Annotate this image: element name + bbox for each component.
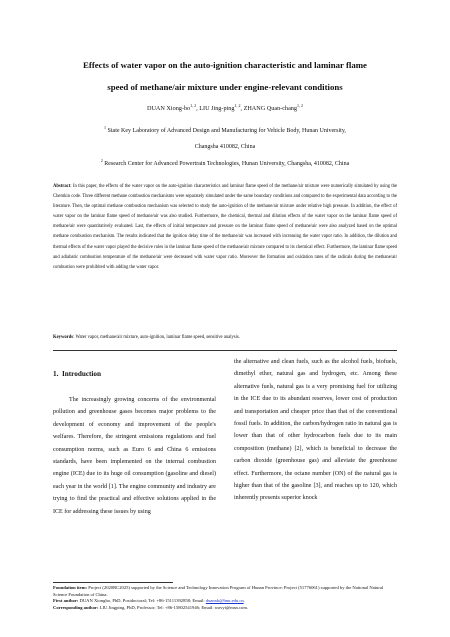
footnote-foundation xyxy=(53,585,397,598)
author-affil-sup: 1, 2 xyxy=(234,102,241,108)
author-affil-sup: 1, 2 xyxy=(190,102,197,108)
footnote-text: Project (2020RC2025) supported by the Science and Technology Innovation Program of Hunan Province; Project (51776061) supported by the National Natural Science Foundation of China. xyxy=(53,585,384,597)
email-link[interactable]: duanxb@hnu.edu.cn xyxy=(205,598,244,604)
affiliation-text: Research Center for Advanced Powertrain Technologies, Hunan University, Changsha, 410082, China xyxy=(104,161,350,167)
abstract-text: : In this paper, the effects of the water vapor on the auto-ignition characteristics and laminar flame speed of the methane/air mixture were numerically simulated by using the Chemkin code. Three different methane combustion mechanisms were separately simulated under the same boundary conditions and compared to the experimental data according to the literature. Then, the optimal methane combustion mechanism was selected to study the auto-ignition of the methane/air mixture under relative high pressure. In addition, the effect of water vapor on the laminar flame speed of methane/air was also studied. Furthermore, the chemical, thermal and dilution effects of the water vapor on the laminar flame speed of methane/air were quantitatively evaluated. Last, the effects of initial temperature and pressure on the laminar flame speed of methane/air were also analyzed based on the optimal methane combustion mechanism. The results indicated that the ignition delay time of the methane/air was increased with increasing the water vapor ratio. In addition, the dilution and thermal effects of the water vapor played the decisive roles in the laminar flame speed of the methane/air mixture compared to its chemical effect. Furthermore, the laminar flame speed and adiabatic combustion temperature of the methane/air were decreased with water vapor ratio. Moreover the formation and oxidation rates of the radicals during the methane/air combustion were prohibited with adding the water vapor. xyxy=(53,184,397,270)
author-name: LIU Jing-ping xyxy=(199,105,235,112)
paper-title-line1: Effects of water vapor on the auto-ignition characteristic and laminar flame xyxy=(83,60,367,70)
abstract-label: Abstract xyxy=(53,184,71,189)
affiliation-2 xyxy=(0,160,450,168)
affiliation-sup: 1 xyxy=(104,125,107,130)
affiliation-1 xyxy=(0,127,450,135)
author-name: ZHANG Quan-chang xyxy=(243,105,297,112)
abstract xyxy=(53,182,397,273)
footnote-text: DUAN Xiongbo, PhD, Postdoctoral; Tel: +86-15111392858; Email: xyxy=(78,598,206,604)
footnote-label: First author: xyxy=(53,598,79,604)
footnotes xyxy=(53,585,397,612)
footnote-first-author: First author: DUAN Xiongbo, PhD, Postdoctoral; Tel: +86-15111392858; Email: duanxb@hnu.edu.cn. xyxy=(53,598,245,604)
footnote-label: Corresponding author: xyxy=(53,605,99,611)
paper-title-line2: speed of methane/air mixture under engine-relevant conditions xyxy=(107,82,343,92)
section-heading: 1. Introduction xyxy=(53,370,101,378)
affiliation-sup: 2 xyxy=(100,158,103,163)
keywords-label: Keywords xyxy=(53,335,74,340)
author-list: DUAN Xiong-bo$^{1, 2}$, LIU Jing-ping$^{1, 2}$, ZHANG Quan-chang$^{1, 2}$ xyxy=(147,102,303,112)
footnote-label: Foundation item: xyxy=(53,585,88,590)
section-divider xyxy=(53,350,397,351)
affiliation-1-city: Changsha 410082, China xyxy=(194,144,256,150)
author-name: DUAN Xiong-bo xyxy=(147,105,191,112)
keywords xyxy=(53,334,397,342)
footnote-text: LIU Jingping, PhD, Professor; Tel: +86-15802541946; Email: wavyt@msn.com. xyxy=(98,605,249,611)
keywords-text: : Water vapor, methane/air mixture, auto-ignition, laminar flame speed, sensitive analysis. xyxy=(73,335,240,340)
body-column-left: The increasingly growing concerns of the environmental pollution and greenhouse gases becomes major problems to the development of economy and improvement of the people's welfares. Therefore, the stringent emissions regulations and fuel consumption norms, such as Euro 6 and China 6 emissions standards, have been implemented on the internal combustion engine (ICE) due to its huge oil consumption (gasoline and diesel) each year in the world [1]. The engine community and industry are trying to find the practical and effective solutions applied in the ICE for addressing these issues by using xyxy=(53,397,216,515)
affiliation-text: State Key Laboratory of Advanced Design and Manufacturing for Vehicle Body, Hunan University, xyxy=(107,128,346,134)
footnote-corresponding-author xyxy=(53,605,397,612)
footnote-divider xyxy=(53,582,173,583)
body-column-right: the alternative and clean fuels, such as the alcohol fuels, biofuels, dimethyl ether, natural gas and hydrogen, etc. Among these alternative fuels, natural gas is a very promising fuel for utilizing in the ICE due to its abundant reserves, lower cost of production and transportation and cheaper price than that of the conventional fossil fuels. In addition, the carbon/hydrogen ratio in natural gas is lower than that of other hydrocarbon fuels due to its main composition (methane) [2], which is beneficial to decrease the carbon dioxide (greenhouse gas) and alleviate the greenhouse effect. Furthermore, the octane number (ON) of the natural gas is higher than that of the gasoline [3], and reaches up to 120, which inherently presents superior knock xyxy=(234,359,397,502)
author-affil-sup: 1, 2 xyxy=(297,102,303,108)
